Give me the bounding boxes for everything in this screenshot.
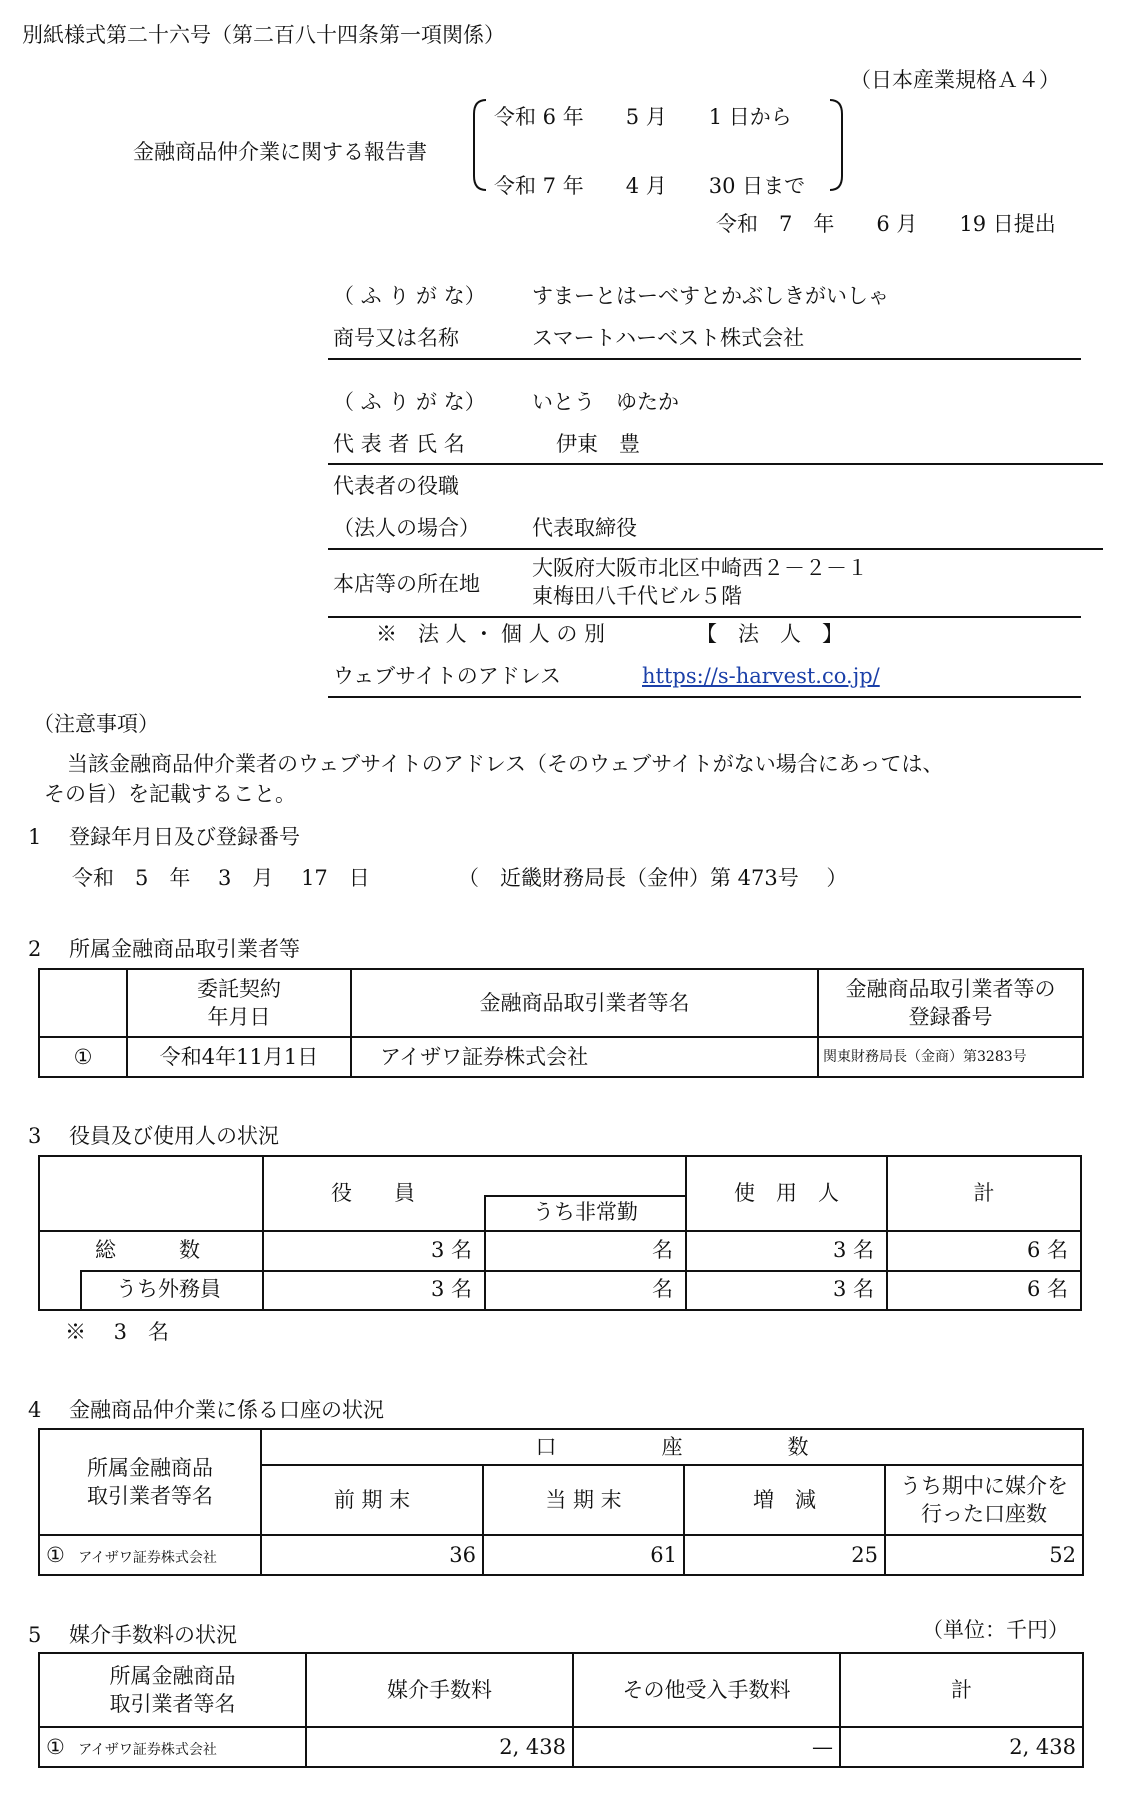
row-firm bbox=[39, 1727, 306, 1767]
company-furigana: すまーとはーべすとかぶしきがいしゃ bbox=[532, 284, 889, 308]
section4-heading: 4 金融商品仲介業に係る口座の状況 bbox=[28, 1398, 385, 1422]
row-employees: 3 名 bbox=[832, 1277, 874, 1301]
row-firm-name: アイザワ証券株式会社 bbox=[78, 1741, 217, 1758]
divider bbox=[328, 358, 1081, 360]
header-other: その他受入手数料 bbox=[573, 1653, 840, 1727]
website-label: ウェブサイトのアドレス bbox=[333, 664, 562, 688]
row-firm-name: アイザワ証券株式会社 bbox=[351, 1037, 818, 1077]
header-reg-no-line2: 登録番号 bbox=[908, 1005, 993, 1029]
table-header-row bbox=[39, 1429, 1083, 1465]
staff-table bbox=[38, 1155, 1082, 1311]
row-total: 6 名 bbox=[1026, 1238, 1068, 1262]
section1-heading: 1 登録年月日及び登録番号 bbox=[28, 825, 301, 849]
header-part-time: うち非常勤 bbox=[533, 1200, 638, 1224]
row-officers: 3 名 bbox=[430, 1238, 472, 1262]
row-firm-name: アイザワ証券株式会社 bbox=[78, 1549, 217, 1566]
affiliated-firms-table bbox=[38, 968, 1084, 1078]
row-contract-date: 令和4年11月1日 bbox=[127, 1037, 351, 1077]
header-accounts: 口 座 数 bbox=[261, 1429, 1083, 1465]
header-firm-name: 金融商品取引業者等名 bbox=[351, 969, 818, 1037]
row-total: 6 名 bbox=[1026, 1277, 1068, 1301]
table-row bbox=[39, 1037, 1083, 1077]
table-header-row bbox=[39, 969, 1083, 1037]
divider bbox=[328, 463, 1103, 465]
notes-line-2: その旨）を記載すること。 bbox=[44, 782, 296, 806]
table-header-row bbox=[39, 1653, 1083, 1727]
header-fee: 媒介手数料 bbox=[306, 1653, 573, 1727]
rep-name-label: 代 表 者 氏 名 bbox=[333, 432, 465, 456]
report-title: 金融商品仲介業に関する報告書 bbox=[133, 140, 427, 164]
header-firm-line1: 所属金融商品 bbox=[87, 1455, 213, 1480]
row-number: ① bbox=[46, 1734, 65, 1759]
row-firm bbox=[39, 1535, 261, 1575]
row-reg-no: 関東財務局長（金商）第3283号 bbox=[818, 1037, 1083, 1077]
header-contract-date-line2: 年月日 bbox=[207, 1005, 271, 1029]
row-total: 2, 438 bbox=[840, 1727, 1083, 1767]
divider bbox=[328, 548, 1103, 550]
row-officers: 3 名 bbox=[430, 1277, 472, 1301]
notes-heading: （注意事項） bbox=[33, 712, 159, 736]
header-curr: 当 期 末 bbox=[483, 1465, 684, 1535]
address-label: 本店等の所在地 bbox=[333, 572, 480, 596]
row-prev: 36 bbox=[261, 1535, 483, 1575]
header-mediated-line2: 行った口座数 bbox=[921, 1502, 1047, 1526]
divider bbox=[328, 696, 1081, 698]
submission-date: 令和 7 年 6 月 19 日提出 bbox=[716, 212, 1056, 236]
row-label-total: 総 数 bbox=[95, 1238, 200, 1262]
header-firm bbox=[39, 1429, 261, 1535]
address-line-2: 東梅田八千代ビル５階 bbox=[532, 584, 742, 608]
table-row bbox=[39, 1727, 1083, 1767]
row-employees: 3 名 bbox=[832, 1238, 874, 1262]
section3-heading: 3 役員及び使用人の状況 bbox=[28, 1124, 280, 1148]
row-number: ① bbox=[39, 1037, 127, 1077]
section5-heading: 5 媒介手数料の状況 bbox=[28, 1623, 238, 1647]
header-firm-line1: 所属金融商品 bbox=[109, 1663, 236, 1688]
row-part-time: 名 bbox=[652, 1277, 673, 1301]
header-prev: 前 期 末 bbox=[261, 1465, 483, 1535]
form-reference: 別紙様式第二十六号（第二百八十四条第一項関係） bbox=[22, 23, 505, 47]
website-link[interactable]: https://s-harvest.co.jp/ bbox=[642, 664, 880, 688]
position-value: 代表取締役 bbox=[532, 516, 637, 540]
header-officers: 役 員 bbox=[331, 1181, 415, 1205]
company-name: スマートハーベスト株式会社 bbox=[532, 326, 805, 350]
row-fee: 2, 438 bbox=[306, 1727, 573, 1767]
row-number: ① bbox=[46, 1542, 65, 1567]
table-row bbox=[39, 1535, 1083, 1575]
period-to: 令和 7 年 4 月 30 日まで bbox=[494, 174, 806, 198]
paper-size: （日本産業規格Ａ４） bbox=[850, 68, 1060, 92]
fees-table bbox=[38, 1652, 1084, 1768]
header-contract-date-line1: 委託契約 bbox=[197, 976, 281, 1001]
row-change: 25 bbox=[684, 1535, 885, 1575]
header-mediated bbox=[885, 1465, 1083, 1535]
address-line-1: 大阪府大阪市北区中崎西２－２－１ bbox=[532, 556, 868, 580]
row-other: — bbox=[573, 1727, 840, 1767]
header-total: 計 bbox=[840, 1653, 1083, 1727]
header-change: 増 減 bbox=[684, 1465, 885, 1535]
entity-type-label: ※ 法 人 ・ 個 人 の 別 bbox=[376, 622, 606, 646]
header-contract-date bbox=[127, 969, 351, 1037]
header-firm-line2: 取引業者等名 bbox=[87, 1484, 213, 1508]
row-label-sales-reps: うち外務員 bbox=[116, 1277, 221, 1301]
header-employees: 使 用 人 bbox=[734, 1181, 839, 1205]
header-reg-no-line1: 金融商品取引業者等の bbox=[845, 976, 1056, 1001]
row-mediated: 52 bbox=[885, 1535, 1083, 1575]
header-mediated-line1: うち期中に媒介を bbox=[900, 1473, 1068, 1498]
rep-furigana-label: （ ふ り が な） bbox=[333, 390, 486, 414]
section2-heading: 2 所属金融商品取引業者等 bbox=[28, 937, 301, 961]
unit-label: （単位：千円） bbox=[922, 1618, 1069, 1642]
rep-name: 伊東 豊 bbox=[556, 432, 640, 456]
position-label-1: 代表者の役職 bbox=[333, 474, 459, 498]
position-label-2: （法人の場合） bbox=[333, 516, 480, 540]
period-from: 令和 6 年 5 月 1 日から bbox=[494, 105, 792, 129]
row-curr: 61 bbox=[483, 1535, 684, 1575]
header-firm-line2: 取引業者等名 bbox=[109, 1692, 236, 1716]
header-reg-no bbox=[818, 969, 1083, 1037]
accounts-table bbox=[38, 1428, 1084, 1576]
header-blank bbox=[39, 969, 127, 1037]
divider bbox=[328, 616, 1081, 618]
section3-note: ※ 3 名 bbox=[65, 1320, 170, 1344]
company-furigana-label: （ ふ り が な） bbox=[333, 284, 486, 308]
left-brace bbox=[470, 98, 488, 193]
header-firm bbox=[39, 1653, 306, 1727]
registration-date: 令和 5 年 3 月 17 日 bbox=[72, 866, 370, 890]
entity-type-value: 【 法 人 】 bbox=[696, 622, 843, 646]
rep-furigana: いとう ゆたか bbox=[532, 390, 679, 414]
registration-number: （ 近畿財務局長（金仲）第 473号 ） bbox=[458, 866, 848, 890]
header-total: 計 bbox=[973, 1181, 995, 1205]
right-brace bbox=[828, 98, 846, 193]
notes-line-1: 当該金融商品仲介業者のウェブサイトのアドレス（そのウェブサイトがない場合にあっては、 bbox=[46, 752, 944, 776]
company-name-label: 商号又は名称 bbox=[333, 326, 459, 350]
row-part-time: 名 bbox=[652, 1238, 673, 1262]
